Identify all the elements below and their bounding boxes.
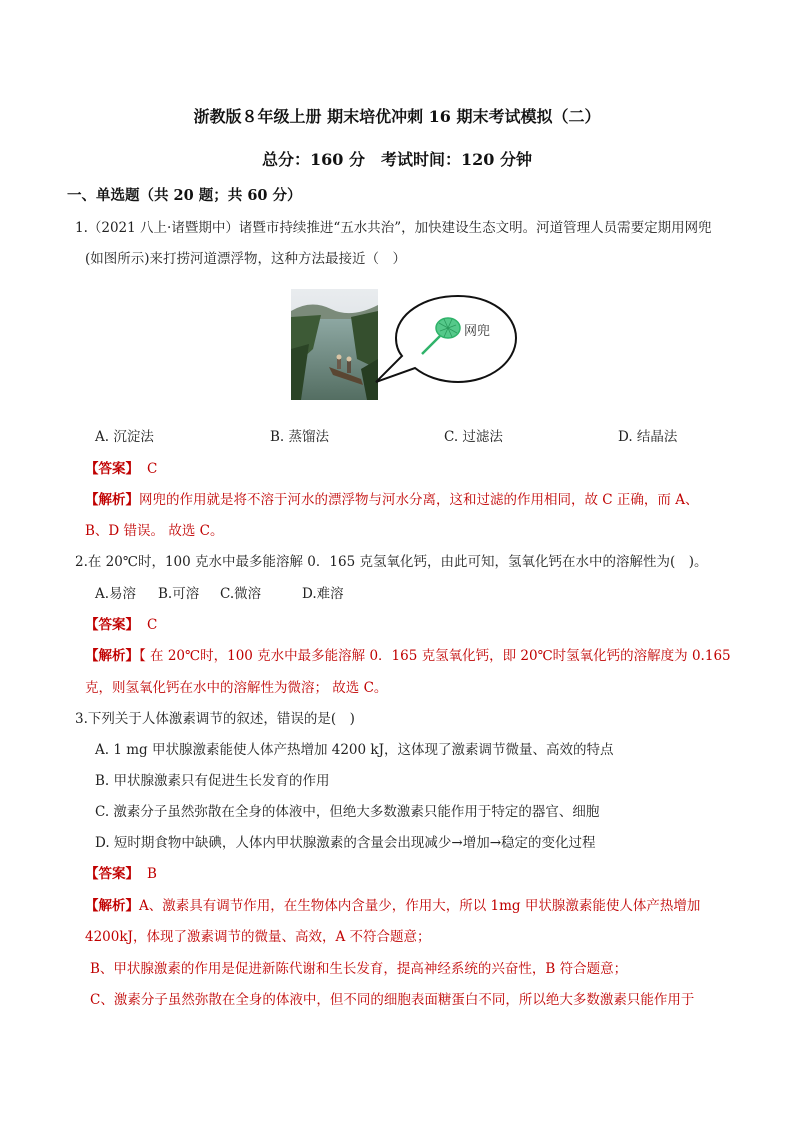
analysis-text: A、激素具有调节作用，在生物体内含量少，作用大，所以 1mg 甲状腺激素能使人体产热增加 <box>139 898 701 914</box>
analysis-text: 【 在 20℃时，100 克水中最多能溶解 0．165 克氢氧化钙，即 20℃时氢氧化钙的溶解度为 0.165 <box>139 648 731 664</box>
net-callout <box>370 290 520 395</box>
q2-option-b: B.可溶 <box>158 586 200 602</box>
river-boat-photo <box>291 289 378 400</box>
q1-answer <box>85 457 157 477</box>
q2-analysis-line1 <box>85 644 731 664</box>
net-label: 网兜 <box>464 324 491 339</box>
q3-stem: 3.下列关于人体激素调节的叙述，错误的是( ) <box>75 711 355 727</box>
q3-option-d: D. 短时期食物中缺碘，人体内甲状腺激素的含量会出现减少→增加→稳定的变化过程 <box>95 835 596 851</box>
analysis-tag: 【解析】 <box>85 648 139 664</box>
q2-option-a: A.易溶 <box>95 586 137 602</box>
analysis-text: 网兜的作用就是将不溶于河水的漂浮物与河水分离，这和过滤的作用相同，故 C 正确，而 A、 <box>139 492 699 508</box>
q3-analysis-line4: C、激素分子虽然弥散在全身的体液中，但不同的细胞表面糖蛋白不同，所以绝大多数激素只能作用于 <box>90 992 695 1008</box>
answer-value: C <box>147 617 158 633</box>
q3-answer <box>85 862 157 882</box>
q1-stem-line1: 1.（2021 八上·诸暨期中）诸暨市持续推进“五水共治”，加快建设生态文明。河道管理人员需要定期用网兜 <box>75 220 712 236</box>
section-heading: 一、单选题（共 20 题；共 60 分） <box>67 187 302 204</box>
q2-analysis-line2: 克，则氢氧化钙在水中的溶解性为微溶； 故选 C。 <box>85 680 388 696</box>
q3-option-a: A. 1 mg 甲状腺激素能使人体产热增加 4200 kJ，这体现了激素调节微量、高效的特点 <box>95 742 614 758</box>
answer-tag: 【答案】 <box>85 866 139 882</box>
q1-option-c: C. 过滤法 <box>444 429 503 445</box>
answer-tag: 【答案】 <box>85 617 139 633</box>
q1-option-d: D. 结晶法 <box>618 429 678 445</box>
q3-analysis-line3: B、甲状腺激素的作用是促进新陈代谢和生长发育，提高神经系统的兴奋性，B 符合题意； <box>90 961 628 977</box>
q2-stem: 2.在 20℃时，100 克水中最多能溶解 0．165 克氢氧化钙，由此可知，氢氧化钙在水中的溶解性为( )。 <box>75 554 708 570</box>
q3-option-b: B. 甲状腺激素只有促进生长发育的作用 <box>95 773 330 789</box>
page-title: 浙教版８年级上册 期末培优冲刺 16 期末考试模拟（二） <box>193 107 601 126</box>
exam-info: 总分：160 分 考试时间：120 分钟 <box>262 150 532 169</box>
answer-value: C <box>147 461 158 477</box>
q1-analysis-line1 <box>85 488 698 508</box>
q1-option-a: A. 沉淀法 <box>95 429 154 445</box>
q1-option-b: B. 蒸馏法 <box>270 429 330 445</box>
q2-option-d: D.难溶 <box>302 586 344 602</box>
analysis-tag: 【解析】 <box>85 898 139 914</box>
q2-answer <box>85 613 157 633</box>
analysis-tag: 【解析】 <box>85 492 139 508</box>
answer-tag: 【答案】 <box>85 461 139 477</box>
q3-option-c: C. 激素分子虽然弥散在全身的体液中，但绝大多数激素只能作用于特定的器官、细胞 <box>95 804 600 820</box>
answer-value: B <box>147 866 157 882</box>
speech-bubble-icon <box>370 290 520 395</box>
q1-analysis-line2: B、D 错误。 故选 C。 <box>85 523 224 539</box>
q3-analysis-line2: 4200kJ，体现了激素调节的微量、高效，A 不符合题意； <box>85 929 431 945</box>
q1-stem-line2: (如图所示)来打捞河道漂浮物，这种方法最接近（ ） <box>85 251 407 267</box>
river-boat-image <box>291 289 378 400</box>
q3-analysis-line1 <box>85 894 700 914</box>
q2-option-c: C.微溶 <box>220 586 262 602</box>
